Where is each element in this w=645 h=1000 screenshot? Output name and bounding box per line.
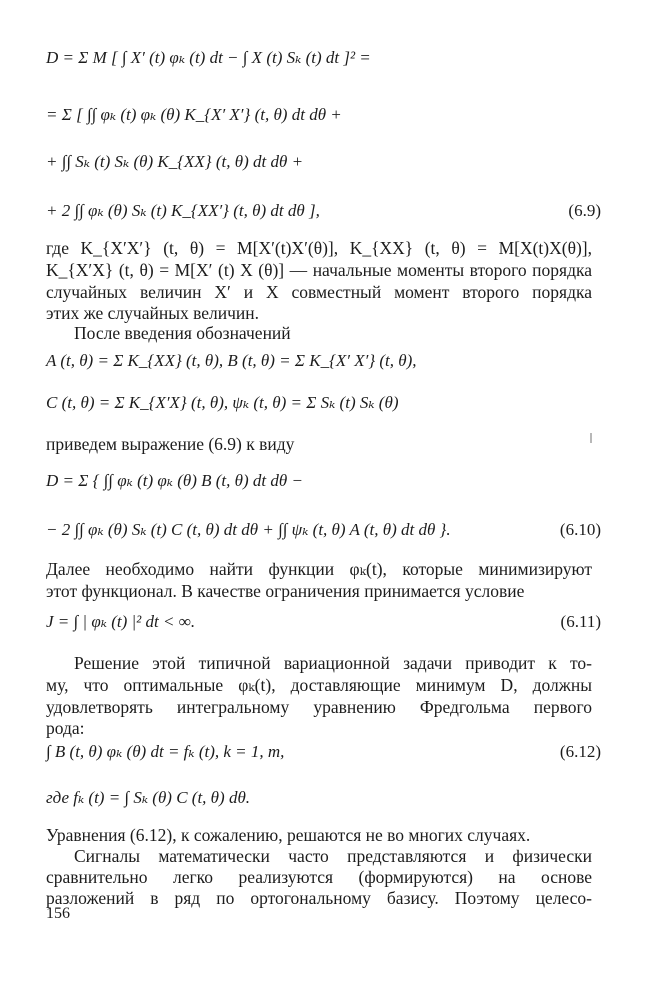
equation-6-12: ∫ B (t, θ) φₖ (θ) dt = fₖ (t), k = 1, m, [46,742,285,761]
text-line: му, что оптимальные φₖ(t), доставляющие минимум D, должны [46,675,592,695]
text-line: После введения обозначений [74,323,291,343]
definitions-line-1: A (t, θ) = Σ K_{XX} (t, θ), B (t, θ) = Σ K_{X′ X′} (t, θ), [46,351,417,370]
text-line: случайных величин X′ и X совместный момент второго порядка [46,282,592,302]
page-number: 156 [46,905,70,922]
equation-number-6-11: (6.11) [560,612,601,631]
definitions-line-2: C (t, θ) = Σ K_{X′X} (t, θ), ψₖ (t, θ) = Σ Sₖ (t) Sₖ (θ) [46,393,399,412]
text-line: этих же случайных величин. [46,303,260,323]
equation-6-9-line-1: D = Σ M [ ∫ X′ (t) φₖ (t) dt − ∫ X (t) Sₖ (t) dt ]² = [46,48,371,67]
text-line: K_{X′X} (t, θ) = M[X′ (t) X (θ)] — начальные моменты второго порядка [46,260,592,280]
text-line: рода: [46,718,85,738]
text-line: Далее необходимо найти функции φₖ(t), которые минимизируют [46,559,592,579]
equation-6-10-line-1: D = Σ { ∫∫ φₖ (t) φₖ (θ) B (t, θ) dt dθ − [46,471,303,490]
equation-6-10-line-2: − 2 ∫∫ φₖ (θ) Sₖ (t) C (t, θ) dt dθ + ∫∫ ψₖ (t, θ) A (t, θ) dt dθ }. [46,520,451,539]
text-line: этот функционал. В качестве ограничения принимается условие [46,581,525,601]
text-line: где K_{X′X′} (t, θ) = M[X′(t)X′(θ)], K_{XX} (t, θ) = M[X(t)X(θ)], [46,238,592,258]
equation-number-6-9: (6.9) [568,201,601,220]
text-line: Сигналы математически часто представляются и физически [74,846,592,866]
equation-6-9-line-2: = Σ [ ∫∫ φₖ (t) φₖ (θ) K_{X′ X′} (t, θ) dt dθ + [46,105,342,124]
equation-6-11: J = ∫ | φₖ (t) |² dt < ∞. [46,612,196,631]
fk-definition: где fₖ (t) = ∫ Sₖ (θ) C (t, θ) dθ. [46,788,251,807]
text-line: приведем выражение (6.9) к виду [46,434,295,454]
equation-6-9-line-3: + ∫∫ Sₖ (t) Sₖ (θ) K_{XX} (t, θ) dt dθ + [46,152,304,171]
equation-6-9-line-4: + 2 ∫∫ φₖ (θ) Sₖ (t) K_{XX′} (t, θ) dt dθ ], [46,201,320,220]
equation-number-6-12: (6.12) [559,742,601,761]
text-line: Решение этой типичной вариационной задачи приводит к то- [74,653,592,673]
text-line: сравнительно легко реализуются (формируются) на основе [46,867,592,887]
margin-mark [590,433,592,443]
text-line: удовлетворять интегральному уравнению Фредгольма первого [46,697,592,717]
text-line: Уравнения (6.12), к сожалению, решаются не во многих случаях. [46,825,531,845]
equation-number-6-10: (6.10) [559,520,601,539]
text-line: разложений в ряд по ортогональному базису. Поэтому целесо- [46,888,592,908]
